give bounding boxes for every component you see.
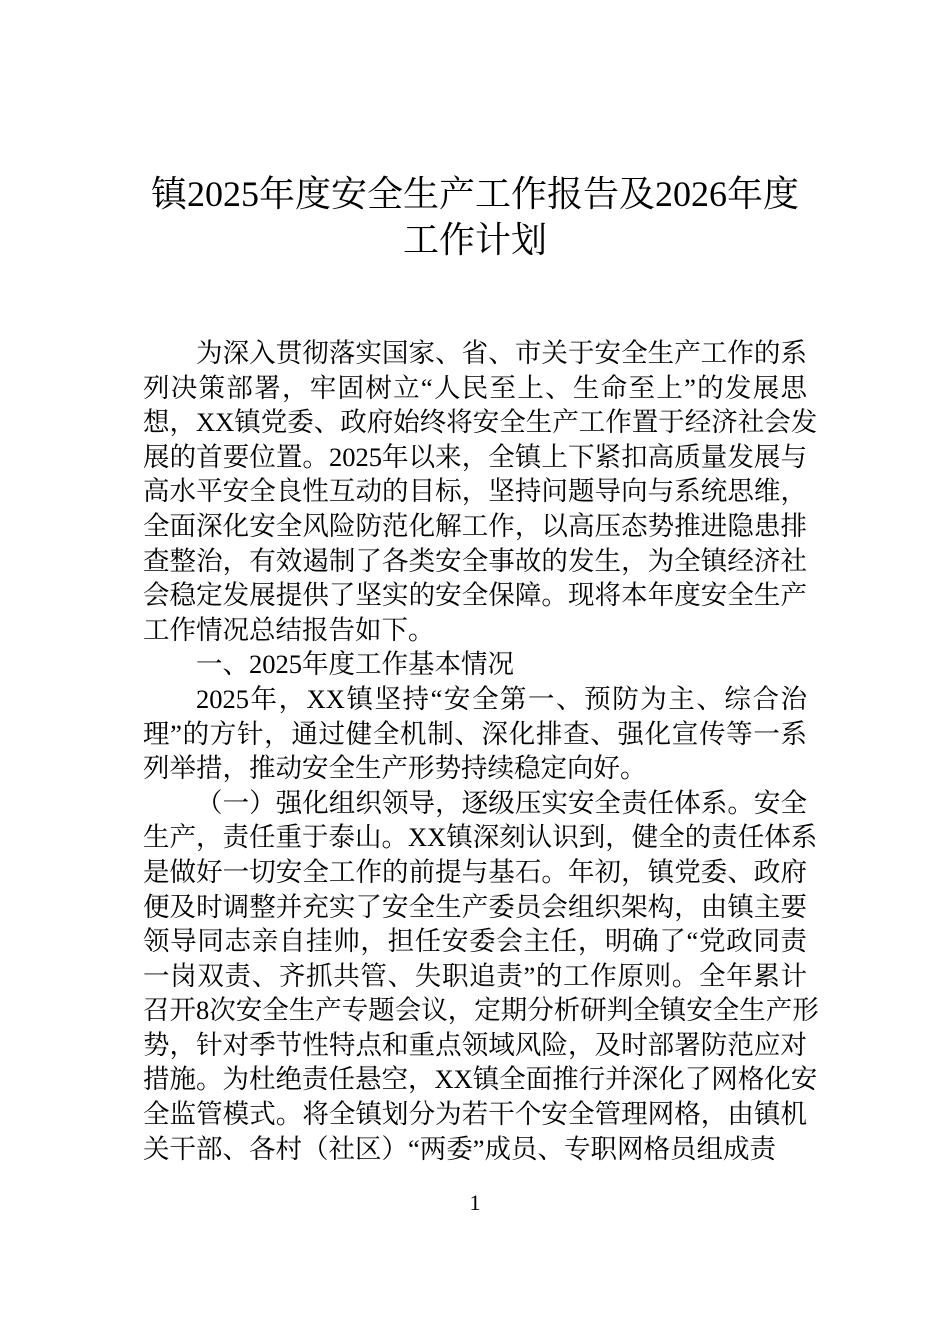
text-line: （一）强化组织领导，逐级压实安全责任体系。安全 [196, 787, 807, 818]
paragraph [143, 786, 819, 1167]
text-line: 领导同志亲自挂帅，担任安委会主任，明确了“党政同责 [143, 926, 807, 957]
text-line: 便及时调整并充实了安全生产委员会组织架构，由镇主要 [143, 891, 807, 922]
document-title-line-2: 工作计划 [402, 220, 547, 260]
paragraph [143, 336, 818, 647]
text-line: 工作情况总结报告如下。 [143, 614, 435, 645]
text-line: 展的首要位置。2025年以来，全镇上下紧扣高质量发展与 [143, 441, 807, 472]
text-line: 想，XX镇党委、政府始终将安全生产工作置于经济社会发 [143, 407, 818, 438]
text-line: 全面深化安全风险防范化解工作，以高压态势推进隐患排 [143, 510, 807, 541]
text-line: 势，针对季节性特点和重点领域风险，及时部署防范应对 [143, 1029, 807, 1060]
text-line: 查整治，有效遏制了各类安全事故的发生，为全镇经济社 [143, 545, 807, 576]
text-line: 列举措，推动安全生产形势持续稳定向好。 [143, 753, 647, 784]
text-line: 是做好一切安全工作的前提与基石。年初，镇党委、政府 [143, 856, 807, 887]
text-line: 高水平安全良性互动的目标，坚持问题导向与系统思维， [143, 476, 807, 507]
text-line: 会稳定发展提供了坚实的安全保障。现将本年度安全生产 [143, 580, 807, 611]
paragraph [143, 647, 807, 682]
text-line: 措施。为杜绝责任悬空，XX镇全面推行并深化了网格化安 [143, 1064, 818, 1095]
text-line: 生产，责任重于泰山。XX镇深刻认识到，健全的责任体系 [143, 822, 818, 853]
text-line: 一岗双责、齐抓共管、失职追责”的工作原则。全年累计 [143, 960, 807, 991]
document-body [143, 336, 819, 1166]
text-line: 关干部、各村（社区）“两委”成员、专职网格员组成责 [143, 1133, 777, 1164]
text-line: 理”的方针，通过健全机制、深化排查、强化宣传等一系 [143, 718, 807, 749]
paragraph [143, 682, 807, 786]
page-number: 1 [469, 1190, 481, 1215]
text-line: 为深入贯彻落实国家、省、市关于安全生产工作的系 [196, 338, 807, 368]
text-line: 一、2025年度工作基本情况 [196, 649, 514, 680]
document-title-line-1: 镇2025年度安全生产工作报告及2026年度 [150, 174, 799, 214]
text-line: 全监管模式。将全镇划分为若干个安全管理网格，由镇机 [143, 1099, 807, 1130]
text-line: 列决策部署，牢固树立“人民至上、生命至上”的发展思 [143, 372, 807, 403]
text-line: 2025年，XX镇坚持“安全第一、预防为主、综合治 [196, 683, 807, 714]
text-line: 召开8次安全生产专题会议，定期分析研判全镇安全生产形 [143, 995, 819, 1026]
